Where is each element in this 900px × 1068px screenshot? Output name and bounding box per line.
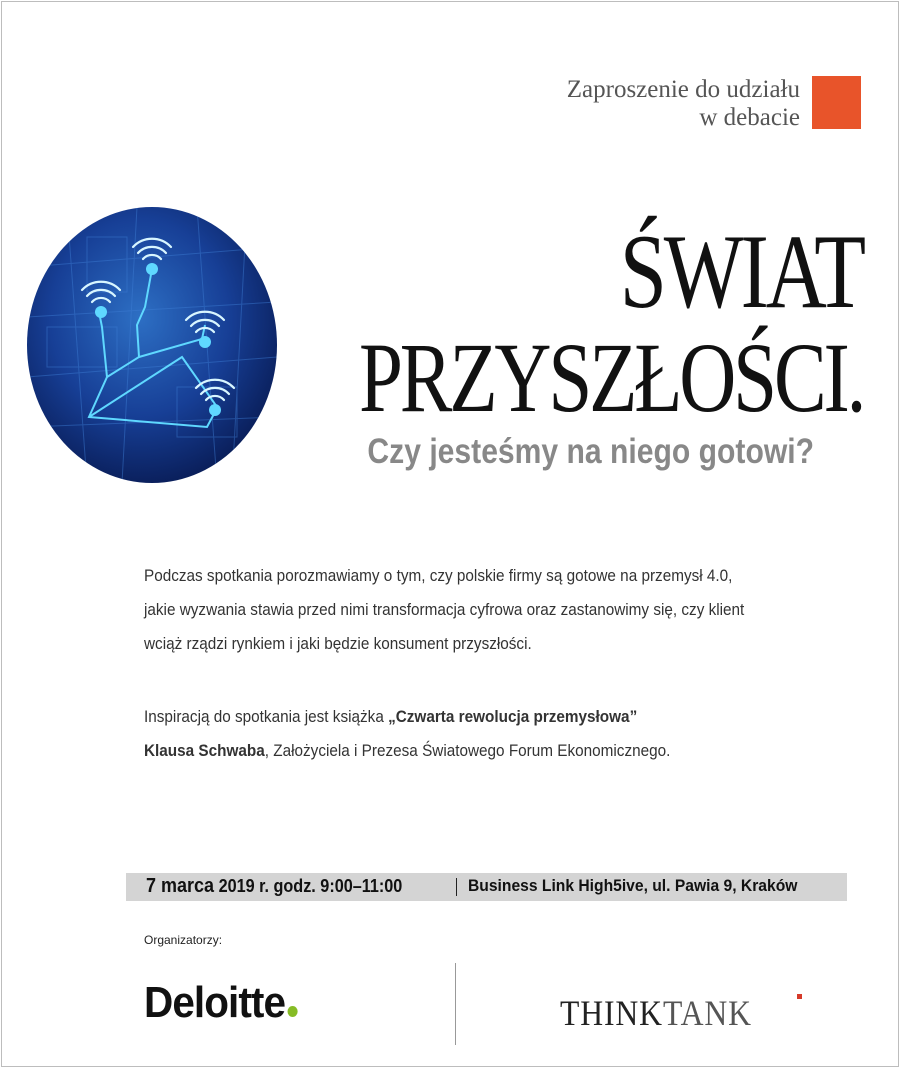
- organizers-label: Organizatorzy:: [144, 933, 223, 947]
- description-paragraph: [144, 559, 745, 661]
- deloitte-wordmark: Deloitte: [144, 978, 286, 1027]
- author-description: , Założyciela i Prezesa Światowego Forum Ekonomicznego.: [264, 741, 671, 760]
- event-divider: [456, 878, 457, 896]
- orange-accent-square: [812, 76, 861, 129]
- book-title: „Czwarta rewolucja przemysłowa”: [388, 707, 638, 726]
- title-line-2: PRZYSZŁOŚCI.: [358, 322, 863, 433]
- invitation-line-1: Zaproszenie do udziału: [566, 76, 800, 103]
- page-border: [1, 1, 899, 1067]
- event-info-bar: [126, 873, 847, 901]
- event-date-time: 2019 r. godz. 9:00–11:00: [214, 876, 403, 896]
- event-date: [146, 875, 402, 898]
- invitation-line-2: w debacie: [699, 104, 800, 131]
- description-line: Podczas spotkania porozmawiamy o tym, czy polskie firmy są gotowe na przemysł 4.0,: [144, 566, 733, 585]
- network-illustration: [27, 207, 277, 483]
- description-line: wciąż rządzi rynkiem i jaki będzie konsument przyszłości.: [144, 634, 532, 653]
- thinktank-tank: TANK: [662, 993, 752, 1033]
- deloitte-dot: [288, 1006, 298, 1017]
- author-name: Klausa Schwaba: [144, 741, 265, 760]
- inspiration-prefix: Inspiracją do spotkania jest książka: [144, 707, 389, 726]
- inspiration-line-2: [144, 734, 738, 768]
- inspiration-line-1: [144, 700, 738, 734]
- thinktank-dot: [797, 994, 802, 999]
- title-line-1: ŚWIAT: [619, 213, 863, 330]
- event-date-day: 7 marca: [146, 875, 215, 897]
- organizers-divider: [455, 963, 456, 1045]
- invitation-heading: [520, 76, 800, 132]
- event-location: Business Link High5ive, ul. Pawia 9, Kraków: [468, 876, 798, 895]
- thinktank-logo: [560, 992, 752, 1034]
- deloitte-logo: [144, 978, 298, 1028]
- description-line: jakie wyzwania stawia przed nimi transformacja cyfrowa oraz zastanowimy się, czy klient: [144, 600, 745, 619]
- thinktank-think: THINK: [560, 993, 663, 1033]
- inspiration-paragraph: [144, 700, 738, 768]
- subtitle: Czy jesteśmy na niego gotowi?: [367, 432, 814, 471]
